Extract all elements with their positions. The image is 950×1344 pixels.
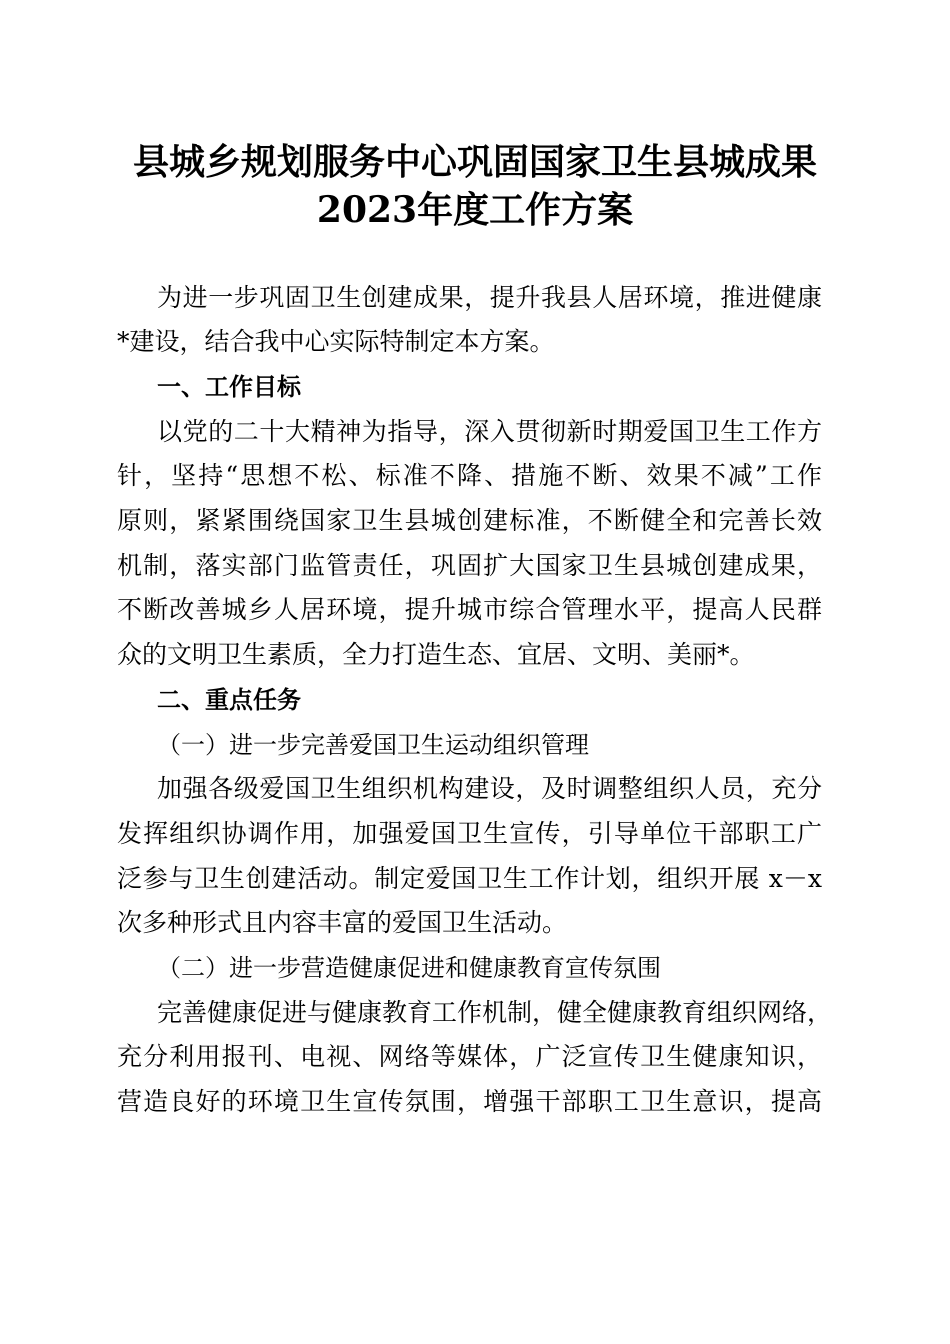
intro-line-1: 为进一步巩固卫生创建成果，提升我县人居环境，推进健康 bbox=[157, 283, 822, 312]
document-title-line-2: 2023年度工作方案 bbox=[316, 189, 634, 231]
section-1-line-1: 以党的二十大精神为指导，深入贯彻新时期爱国卫生工作方 bbox=[157, 417, 822, 446]
subsection-1-heading: （一）进一步完善爱国卫生运动组织管理 bbox=[157, 731, 589, 759]
section-1-heading: 一、工作目标 bbox=[157, 373, 301, 401]
section-1-line-3: 原则，紧紧围绕国家卫生县城创建标准，不断健全和完善长效 bbox=[117, 506, 822, 535]
subsection-2-line-2: 充分利用报刊、电视、网络等媒体，广泛宣传卫生健康知识， bbox=[117, 1042, 822, 1071]
document-title-line-1: 县城乡规划服务中心巩固国家卫生县城成果 bbox=[132, 141, 817, 183]
subsection-1-line-1: 加强各级爱国卫生组织机构建设，及时调整组织人员，充分 bbox=[157, 774, 822, 803]
section-2-heading: 二、重点任务 bbox=[157, 686, 301, 714]
section-1-line-2: 针，坚持“思想不松、标准不降、措施不断、效果不减”工作 bbox=[117, 461, 822, 490]
section-1-line-5: 不断改善城乡人居环境，提升城市综合管理水平，提高人民群 bbox=[117, 595, 822, 624]
subsection-2-line-3: 营造良好的环境卫生宣传氛围，增强干部职工卫生意识，提高 bbox=[117, 1087, 822, 1116]
subsection-1-line-4: 次多种形式且内容丰富的爱国卫生活动。 bbox=[117, 908, 568, 937]
subsection-1-line-2: 发挥组织协调作用，加强爱国卫生宣传，引导单位干部职工广 bbox=[117, 819, 822, 848]
subsection-2-heading: （二）进一步营造健康促进和健康教育宣传氛围 bbox=[157, 954, 661, 982]
subsection-1-line-3: 泛参与卫生创建活动。制定爱国卫生工作计划，组织开展 x－x bbox=[117, 864, 822, 893]
subsection-2-line-1: 完善健康促进与健康教育工作机制，健全健康教育组织网络， bbox=[157, 998, 833, 1027]
section-1-line-6: 众的文明卫生素质，全力打造生态、宜居、文明、美丽*。 bbox=[117, 640, 755, 669]
section-1-line-4: 机制，落实部门监管责任，巩固扩大国家卫生县城创建成果， bbox=[117, 551, 822, 580]
intro-line-2: *建设，结合我中心实际特制定本方案。 bbox=[117, 327, 555, 356]
